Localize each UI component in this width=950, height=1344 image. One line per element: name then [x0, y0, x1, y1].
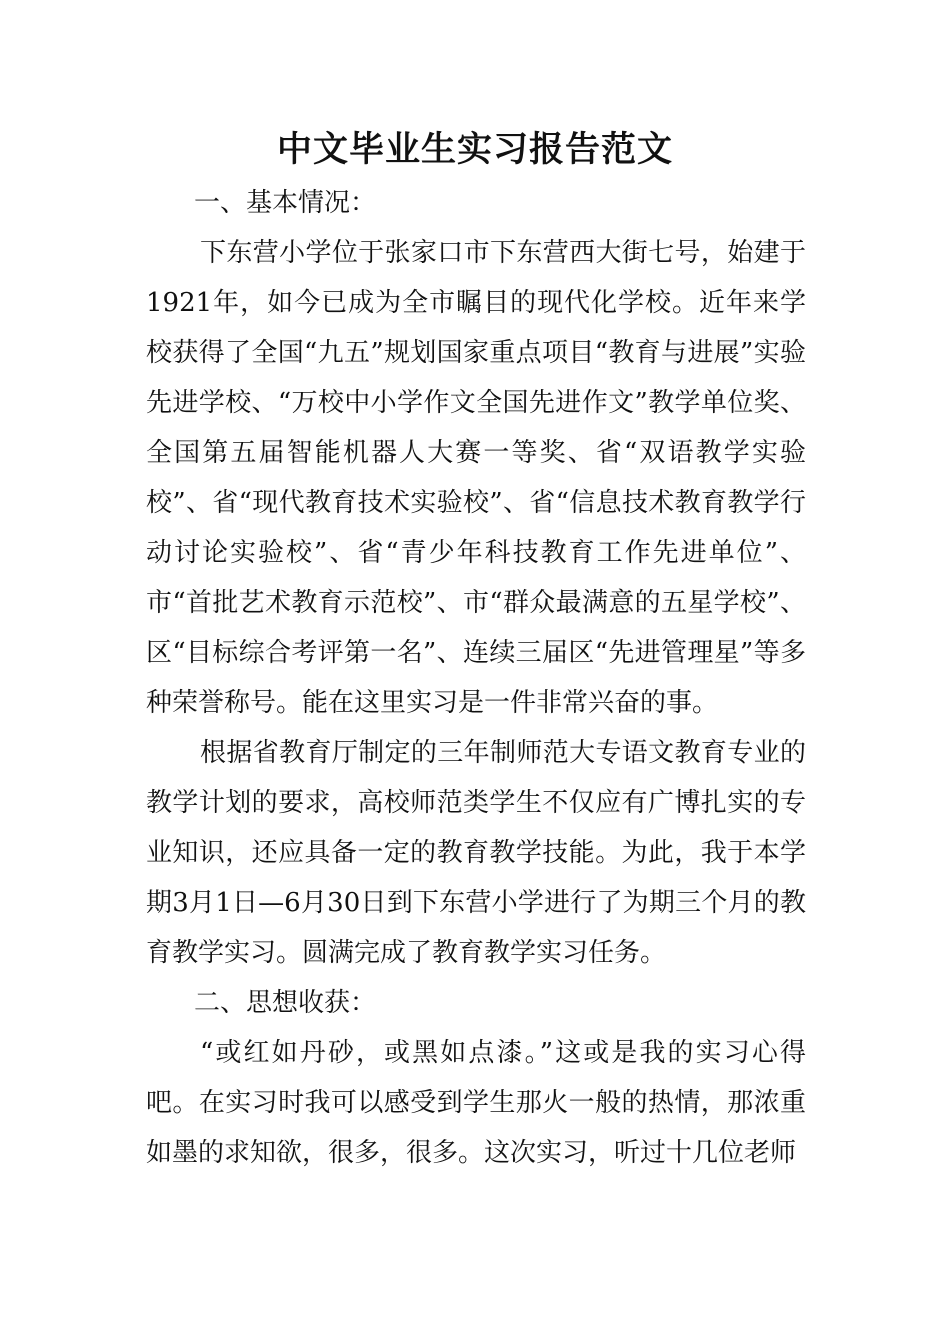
document-body — [146, 178, 806, 1178]
document-title: 中文毕业生实习报告范文 — [276, 130, 673, 170]
section-heading-thoughts: 二、思想收获： — [194, 988, 377, 1018]
paragraph-internship-reflection: “或红如丹砂，或黑如点漆。”这或是我的实习心得吧。在实习时我可以感受到学生那火一般的热情，那浓重如墨的求知欲，很多，很多。这次实习，听过十几位老师 — [146, 1038, 806, 1168]
paragraph-internship-plan: 根据省教育厅制定的三年制师范大专语文教育专业的教学计划的要求，高校师范类学生不仅应有广博扎实的专业知识，还应具备一定的教育教学技能。为此，我于本学期3月1日—6月30日到下东营小学进行了为期三个月的教育教学实习。圆满完成了教育教学实习任务。 — [146, 738, 806, 968]
section-heading-basic-info: 一、基本情况： — [194, 188, 377, 218]
paragraph-school-intro: 下东营小学位于张家口市下东营西大街七号，始建于1921年，如今已成为全市瞩目的现代化学校。近年来学校获得了全国“九五”规划国家重点项目“教育与进展”实验先进学校、“万校中小学作文全国先进作文”教学单位奖、全国第五届智能机器人大赛一等奖、省“双语教学实验校”、省“现代教育技术实验校”、省“信息技术教育教学行动讨论实验校”、省“青少年科技教育工作先进单位”、市“首批艺术教育示范校”、市“群众最满意的五星学校”、区“目标综合考评第一名”、连续三届区“先进管理星”等多种荣誉称号。能在这里实习是一件非常兴奋的事。 — [146, 238, 806, 718]
